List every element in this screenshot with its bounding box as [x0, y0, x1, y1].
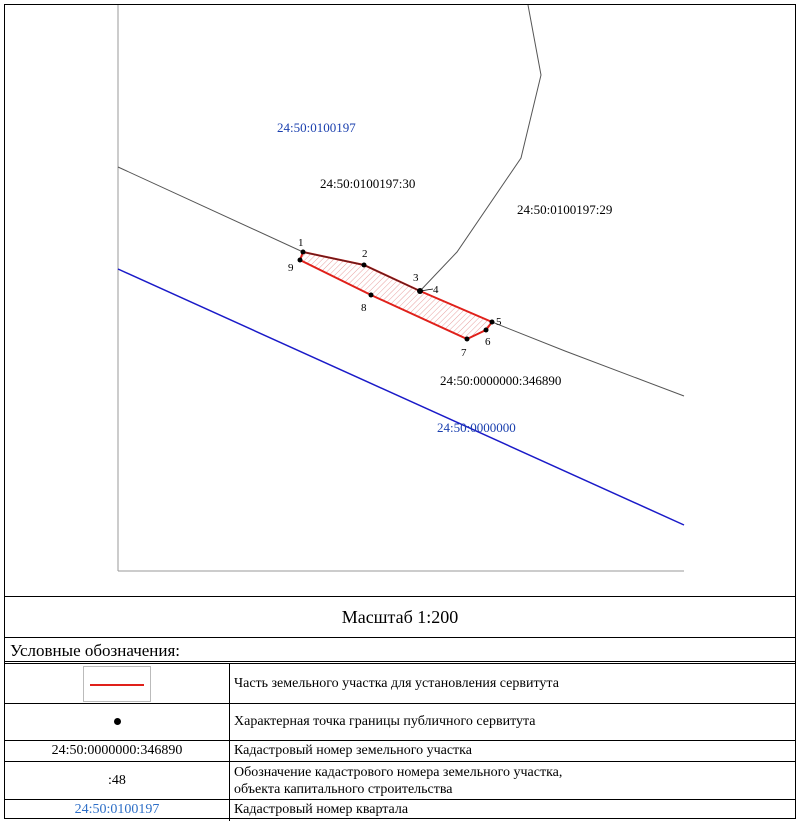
legend-description-line2: объекта капитального строительства: [234, 781, 453, 797]
point-marker-5: [490, 320, 495, 325]
legend-description: Кадастровый номер квартала: [230, 800, 796, 821]
legend-description-line1: Обозначение кадастрового номера земельного участка,: [234, 764, 563, 780]
parcel-label-29: 24:50:0100197:29: [517, 202, 613, 217]
quarter-label-top: 24:50:0100197: [277, 120, 356, 135]
black-dot-symbol: [114, 718, 121, 725]
parcel-label-346890: 24:50:0000000:346890: [440, 373, 562, 388]
map-canvas: [5, 5, 795, 596]
point-marker-2: [362, 263, 367, 268]
quarter-label-bottom: 24:50:0000000: [437, 420, 516, 435]
point-label-7: 7: [461, 347, 467, 359]
legend-symbol-text: 24:50:0000000:346890: [5, 741, 230, 762]
legend-description: [230, 762, 796, 800]
point-label-1: 1: [298, 237, 304, 249]
legend-title: Условные обозначения:: [5, 638, 795, 662]
legend-symbol-text: :48: [5, 762, 230, 800]
legend-description: Характерная точка границы публичного сервитута: [230, 704, 796, 741]
red-line-symbol: [83, 666, 151, 702]
map-area: [5, 5, 795, 597]
legend-table: [5, 663, 795, 821]
point-label-5: 5: [496, 316, 502, 328]
point-label-2: 2: [362, 248, 368, 260]
servitude-area: [300, 252, 492, 339]
scale-label: Масштаб 1:200: [5, 597, 795, 638]
legend-row-point: [5, 704, 795, 741]
legend-symbol-cell: [5, 704, 230, 741]
parcel-label-30: 24:50:0100197:30: [320, 176, 416, 191]
legend-row-servitude: [5, 664, 795, 704]
point-marker-7: [465, 337, 470, 342]
point-marker-1: [301, 250, 306, 255]
legend-row-parcel-designation: [5, 762, 795, 800]
legend-description: Кадастровый номер земельного участка: [230, 741, 796, 762]
point-label-6: 6: [485, 336, 491, 348]
parcel-boundary-northeast: [420, 5, 541, 291]
point-marker-8: [369, 293, 374, 298]
point-label-4: 4: [433, 284, 439, 296]
point-label-9: 9: [288, 262, 294, 274]
legend-row-parcel-number: [5, 741, 795, 762]
point-marker-9: [298, 258, 303, 263]
legend-symbol-cell: [5, 664, 230, 704]
point-label-8: 8: [361, 302, 367, 314]
legend-description: Часть земельного участка для установления сервитута: [230, 664, 796, 704]
legend-symbol-text: 24:50:0100197: [5, 800, 230, 821]
point-label-3: 3: [413, 272, 419, 284]
drawing-frame: [4, 4, 796, 819]
legend-row-quarter-number: [5, 800, 795, 821]
point-marker-6: [484, 328, 489, 333]
